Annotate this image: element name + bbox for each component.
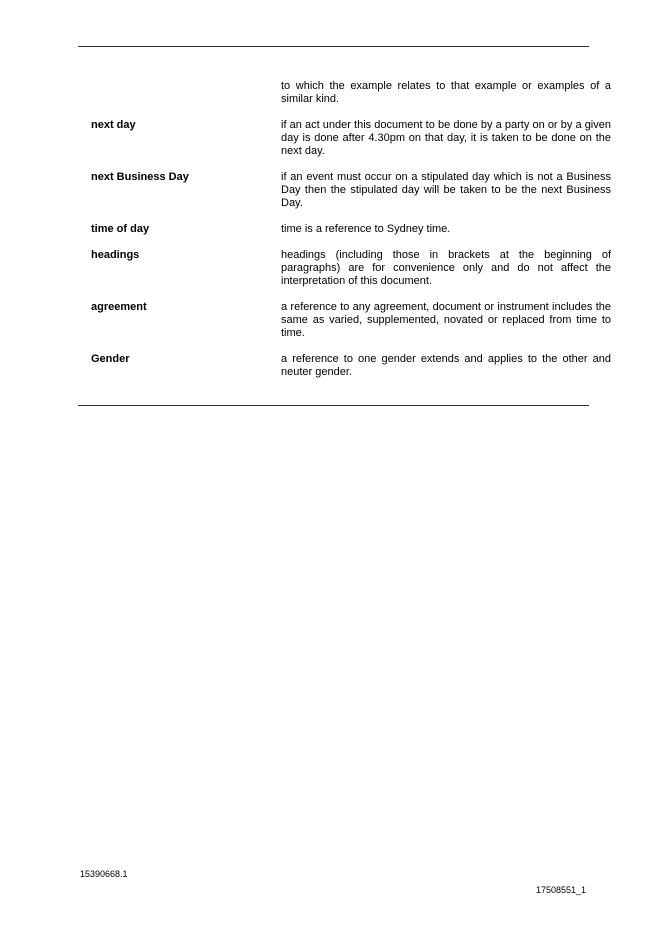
definition-term: headings — [91, 249, 140, 261]
definition-meaning: headings (including those in brackets at the beginning of paragraphs) are for convenience only and do not affect the interpretation of this document. — [281, 249, 611, 287]
definition-term: agreement — [91, 301, 147, 313]
definition-term: next Business Day — [91, 171, 189, 183]
footer-doc-ref-left: 15390668.1 — [80, 869, 128, 879]
definition-meaning: to which the example relates to that example or examples of a similar kind. — [281, 80, 611, 105]
definition-meaning: a reference to any agreement, document or instrument includes the same as varied, supplemented, novated or replaced from time to time. — [281, 301, 611, 339]
definition-meaning: if an act under this document to be done by a party on or by a given day is done after 4.30pm on that day, it is taken to be done on the next day. — [281, 119, 611, 157]
definition-meaning: if an event must occur on a stipulated day which is not a Business Day then the stipulated day will be taken to be the next Business Day. — [281, 171, 611, 209]
definition-meaning: a reference to one gender extends and applies to the other and neuter gender. — [281, 353, 611, 378]
footer-doc-ref-right: 17508551_1 — [536, 885, 587, 895]
definition-term: time of day — [91, 223, 150, 235]
definition-term: Gender — [91, 353, 130, 365]
top-divider — [78, 46, 589, 47]
bottom-divider — [78, 405, 589, 406]
definition-term: next day — [91, 119, 136, 131]
definition-meaning: time is a reference to Sydney time. — [281, 223, 451, 235]
